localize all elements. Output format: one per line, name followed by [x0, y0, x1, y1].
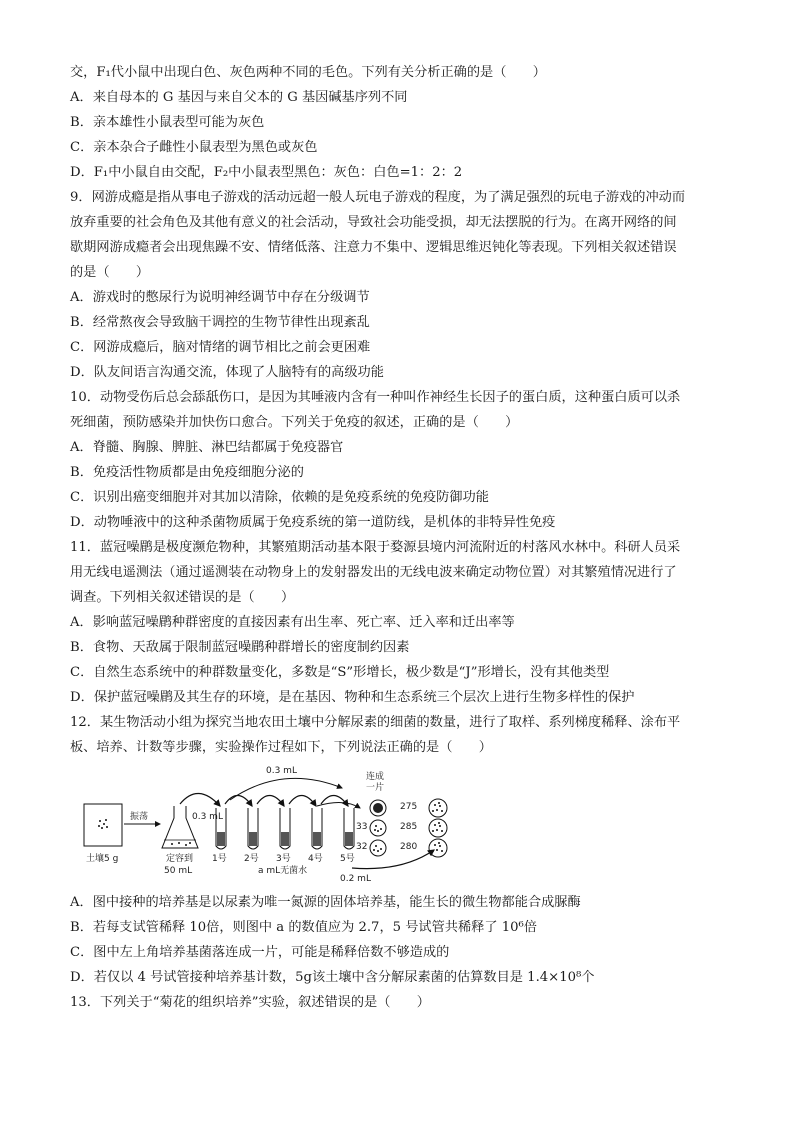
plate-count-left-1: 33 — [356, 822, 368, 832]
text-line: D．保护蓝冠噪鹛及其生存的环境，是在基因、物种和生态系统三个层次上进行生物多样性的保护 — [70, 690, 635, 705]
text-line: 板、培养、计数等步骤，实验操作过程如下，下列说法正确的是（ ） — [70, 740, 492, 755]
first-transfer-label: 0.3 mL — [192, 812, 223, 822]
text-line: 10．动物受伤后总会舔舐伤口，是因为其唾液内含有一种叫作神经生长因子的蛋白质，这种蛋白质可以杀 — [70, 390, 681, 405]
text-line: B．亲本雄性小鼠表型可能为灰色 — [70, 115, 265, 130]
plate-count-right-2: 285 — [400, 822, 418, 832]
exam-page — [70, 60, 730, 1015]
text-line: C．图中左上角培养基菌落连成一片，可能是稀释倍数不够造成的 — [70, 945, 450, 960]
bottom-transfer-label: 0.2 mL — [340, 874, 371, 884]
dilution-diagram — [82, 766, 462, 886]
text-line: A．图中接种的培养基是以尿素为唯一氮源的固体培养基，能生长的微生物都能合成脲酶 — [70, 895, 581, 910]
tube-label-4: 4号 — [308, 854, 323, 864]
text-line: C．识别出癌变细胞并对其加以清除，依赖的是免疫系统的免疫防御功能 — [70, 490, 489, 505]
water-label: a mL无菌水 — [258, 866, 308, 876]
text-line: 交，F₁代小鼠中出现白色、灰色两种不同的毛色。下列有关分析正确的是（ ） — [70, 65, 546, 80]
text-line: A．来自母本的 G 基因与来自父本的 G 基因碱基序列不同 — [70, 90, 408, 105]
text-line: 12．某生物活动小组为探究当地农田土壤中分解尿素的细菌的数量，进行了取样、系列梯度稀释、涂布平 — [70, 715, 681, 730]
plate-count-left-2: 32 — [356, 842, 368, 852]
tube-label-1: 1号 — [212, 854, 227, 864]
text-line: B．免疫活性物质都是由免疫细胞分泌的 — [70, 465, 304, 480]
text-line: C．网游成瘾后，脑对情绪的调节相比之前会更困难 — [70, 340, 371, 355]
text-line: 13．下列关于“菊花的组织培养”实验，叙述错误的是（ ） — [70, 995, 430, 1010]
tube-label-2: 2号 — [244, 854, 259, 864]
text-line: 歇期网游成瘾者会出现焦躁不安、情绪低落、注意力不集中、逻辑思维迟钝化等表现。下列相关叙述错误 — [70, 240, 677, 255]
dilute-label: 定容到 — [166, 854, 194, 864]
text-line: A．脊髓、胸腺、脾脏、淋巴结都属于免疫器官 — [70, 440, 344, 455]
text-line: B．经常熬夜会导致脑干调控的生物节律性出现紊乱 — [70, 315, 370, 330]
volume-label: 50 mL — [164, 866, 193, 876]
text-line: D．动物唾液中的这种杀菌物质属于免疫系统的第一道防线，是机体的非特异性免疫 — [70, 515, 556, 530]
text-line: 9．网游成瘾是指从事电子游戏的活动远超一般人玩电子游戏的程度，为了满足强烈的玩电子游戏的冲动而 — [70, 190, 686, 205]
merged-colonies-label: 连成一片 — [366, 772, 385, 793]
text-line: C．亲本杂合子雌性小鼠表型为黑色或灰色 — [70, 140, 318, 155]
question-text-block — [70, 60, 730, 760]
tube-label-3: 3号 — [276, 854, 291, 864]
plate-count-right-1: 275 — [400, 802, 418, 812]
text-line: C．自然生态系统中的种群数量变化，多数是“S”形增长，极少数是“J”形增长，没有其他类型 — [70, 665, 610, 680]
text-line: A．游戏时的憋尿行为说明神经调节中存在分级调节 — [70, 290, 370, 305]
question-text-block-after — [70, 890, 730, 1015]
text-line: D．F₁中小鼠自由交配，F₂中小鼠表型黑色：灰色：白色=1：2：2 — [70, 165, 463, 180]
text-line: 调查。下列相关叙述错误的是（ ） — [70, 590, 295, 605]
text-line: D．队友间语言沟通交流，体现了人脑特有的高级功能 — [70, 365, 384, 380]
text-line: B．若每支试管稀释 10倍，则图中 a 的数值应为 2.7，5 号试管共稀释了 10⁶倍 — [70, 920, 537, 935]
text-line: D．若仅以 4 号试管接种培养基计数，5g该土壤中含分解尿素菌的估算数目是 1.4×10⁸个 — [70, 970, 595, 985]
tube-label-5: 5号 — [340, 854, 355, 864]
soil-label: 土壤5 g — [86, 854, 119, 864]
text-line: 放弃重要的社会角色及其他有意义的社会活动，导致社会功能受损，却无法摆脱的行为。在离开网络的间 — [70, 215, 677, 230]
text-line: B．食物、天敌属于限制蓝冠噪鹛种群增长的密度制约因素 — [70, 640, 410, 655]
text-line: 11．蓝冠噪鹛是极度濒危物种，其繁殖期活动基本限于婺源县境内河流附近的村落风水林中。科研人员采 — [70, 540, 681, 555]
text-line: A．影响蓝冠噪鹛种群密度的直接因素有出生率、死亡率、迁入率和迁出率等 — [70, 615, 515, 630]
plate-count-right-3: 280 — [400, 842, 418, 852]
text-line: 死细菌，预防感染并加快伤口愈合。下列关于免疫的叙述，正确的是（ ） — [70, 415, 519, 430]
text-line: 用无线电遥测法（通过遥测装在动物身上的发射器发出的无线电波来确定动物位置）对其繁殖情况进行了 — [70, 565, 677, 580]
shake-label: 振荡 — [130, 812, 149, 822]
text-line: 的是（ ） — [70, 265, 150, 280]
top-transfer-label: 0.3 mL — [266, 766, 297, 776]
